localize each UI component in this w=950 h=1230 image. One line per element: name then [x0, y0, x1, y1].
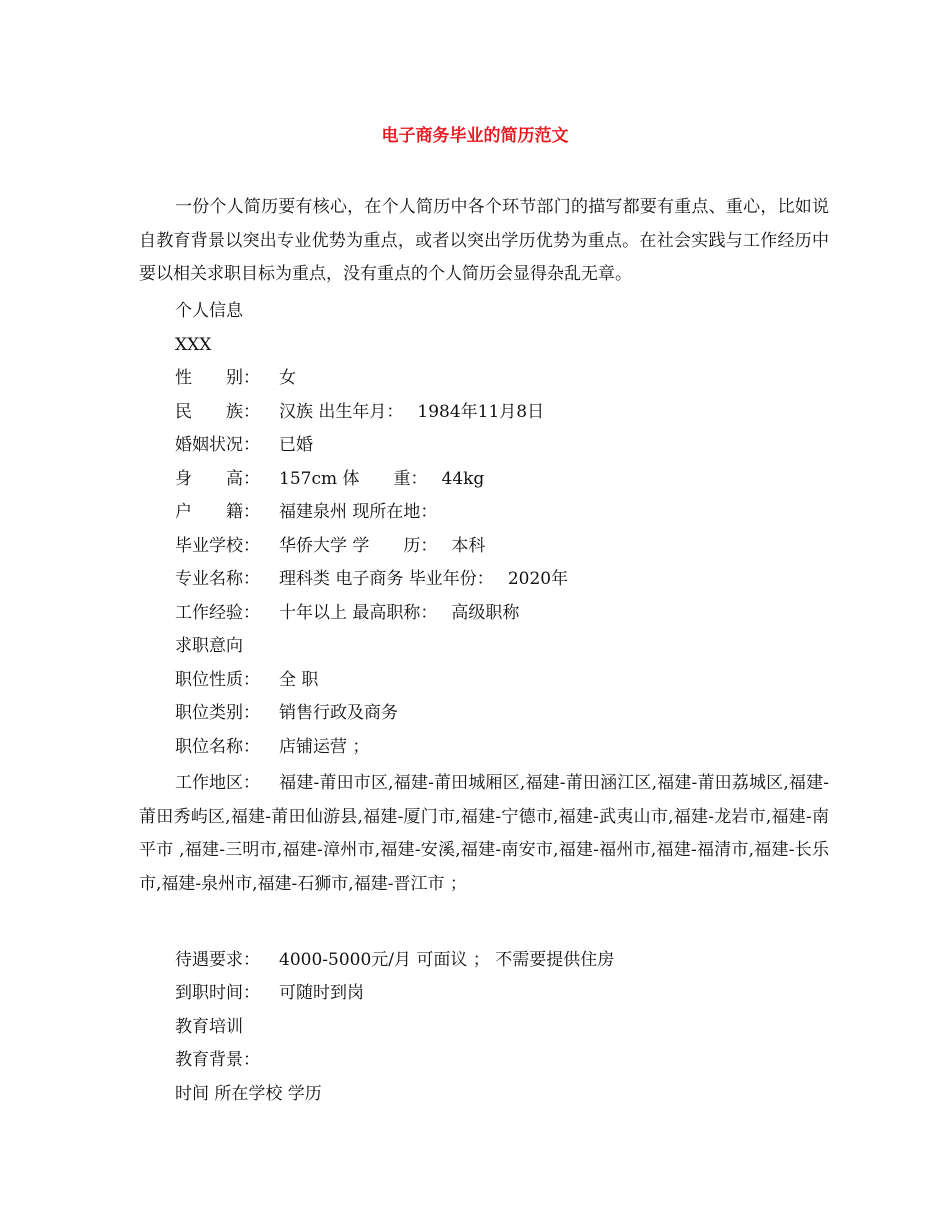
- start-row: [175, 981, 364, 1005]
- major-value: 理科类 电子商务: [279, 569, 404, 589]
- job-type-value: 销售行政及商务: [279, 703, 398, 723]
- location-label: 现所在地：: [352, 502, 438, 522]
- height-row: [175, 467, 484, 491]
- work-area-paragraph: [139, 767, 829, 901]
- document-title: 电子商务毕业的简历范文: [381, 126, 569, 146]
- birth-value: 1984年11月8日: [417, 402, 545, 422]
- marital-row: [175, 433, 313, 457]
- experience-label: 工作经验：: [175, 603, 260, 623]
- major-label: 专业名称：: [175, 569, 260, 589]
- height-value: 157cm: [279, 469, 338, 489]
- ethnicity-value: 汉族: [279, 402, 313, 422]
- marital-label: 婚姻状况：: [175, 435, 260, 455]
- work-area-label: 工作地区：: [175, 773, 260, 793]
- section-job-intent: 求职意向: [175, 636, 243, 656]
- work-area-value: 福建-莆田市区,福建-莆田城厢区,福建-莆田涵江区,福建-莆田荔城区,福建-莆田秀屿区,福建-莆田仙游县,福建-厦门市,福建-宁德市,福建-武夷山市,福建-龙岩市,福建-南平市 ,福建-三明市,福建-漳州市,福建-安溪,福建-南安市,福建-福州市,福建-福清市,福建-长乐市,福建-泉州市,福建-石狮市,福建-晋江市 ；: [139, 773, 829, 894]
- job-nature-value: 全 职: [279, 670, 319, 690]
- section-education: 教育培训: [175, 1017, 243, 1037]
- school-value: 华侨大学: [279, 536, 347, 556]
- school-label: 毕业学校：: [175, 536, 260, 556]
- salary-value: 4000-5000元/月 可面议 ； 不需要提供住房: [279, 950, 615, 970]
- school-row: [175, 534, 485, 558]
- start-label: 到职时间：: [175, 983, 260, 1003]
- ethnicity-row: [175, 400, 544, 424]
- major-row: [175, 567, 568, 591]
- title-rank-value: 高级职称: [451, 603, 520, 623]
- weight-value: 44kg: [441, 469, 485, 489]
- name-value: XXX: [175, 335, 212, 355]
- job-name-row: [175, 735, 369, 759]
- grad-year-value: 2020年: [507, 569, 569, 589]
- job-type-row: [175, 701, 398, 725]
- hukou-label: 户 籍：: [175, 502, 260, 522]
- ethnicity-label: 民 族：: [175, 402, 260, 422]
- gender-value: 女: [279, 368, 296, 388]
- job-nature-row: [175, 668, 318, 692]
- marital-value: 已婚: [279, 435, 313, 455]
- start-value: 可随时到岗: [279, 983, 364, 1003]
- weight-label: 体 重：: [342, 469, 428, 489]
- job-type-label: 职位类别：: [175, 703, 260, 723]
- intro-paragraph: 一份个人简历要有核心，在个人简历中各个环节部门的描写都要有重点、重心，比如说自教育背景以突出专业优势为重点，或者以突出学历优势为重点。在社会实践与工作经历中要以相关求职目标为重点，没有重点的个人简历会显得杂乱无章。: [139, 197, 829, 285]
- gender-row: [175, 366, 296, 390]
- job-name-label: 职位名称：: [175, 737, 260, 757]
- gender-label: 性 别：: [175, 368, 260, 388]
- job-name-value: 店铺运营 ；: [279, 737, 370, 757]
- title-rank-label: 最高职称：: [352, 603, 438, 623]
- hukou-row: [175, 500, 437, 524]
- job-nature-label: 职位性质：: [175, 670, 260, 690]
- degree-value: 本科: [451, 536, 486, 556]
- education-background-label: 教育背景：: [175, 1050, 260, 1070]
- salary-row: [175, 948, 614, 972]
- section-personal-info: 个人信息: [175, 301, 243, 321]
- hukou-value: 福建泉州: [279, 502, 347, 522]
- experience-row: [175, 601, 519, 625]
- education-table-header: 时间 所在学校 学历: [175, 1084, 322, 1104]
- grad-year-label: 毕业年份：: [408, 569, 494, 589]
- degree-label: 学 历：: [352, 536, 438, 556]
- experience-value: 十年以上: [279, 603, 347, 623]
- birth-label: 出生年月：: [318, 402, 404, 422]
- height-label: 身 高：: [175, 469, 260, 489]
- salary-label: 待遇要求：: [175, 950, 260, 970]
